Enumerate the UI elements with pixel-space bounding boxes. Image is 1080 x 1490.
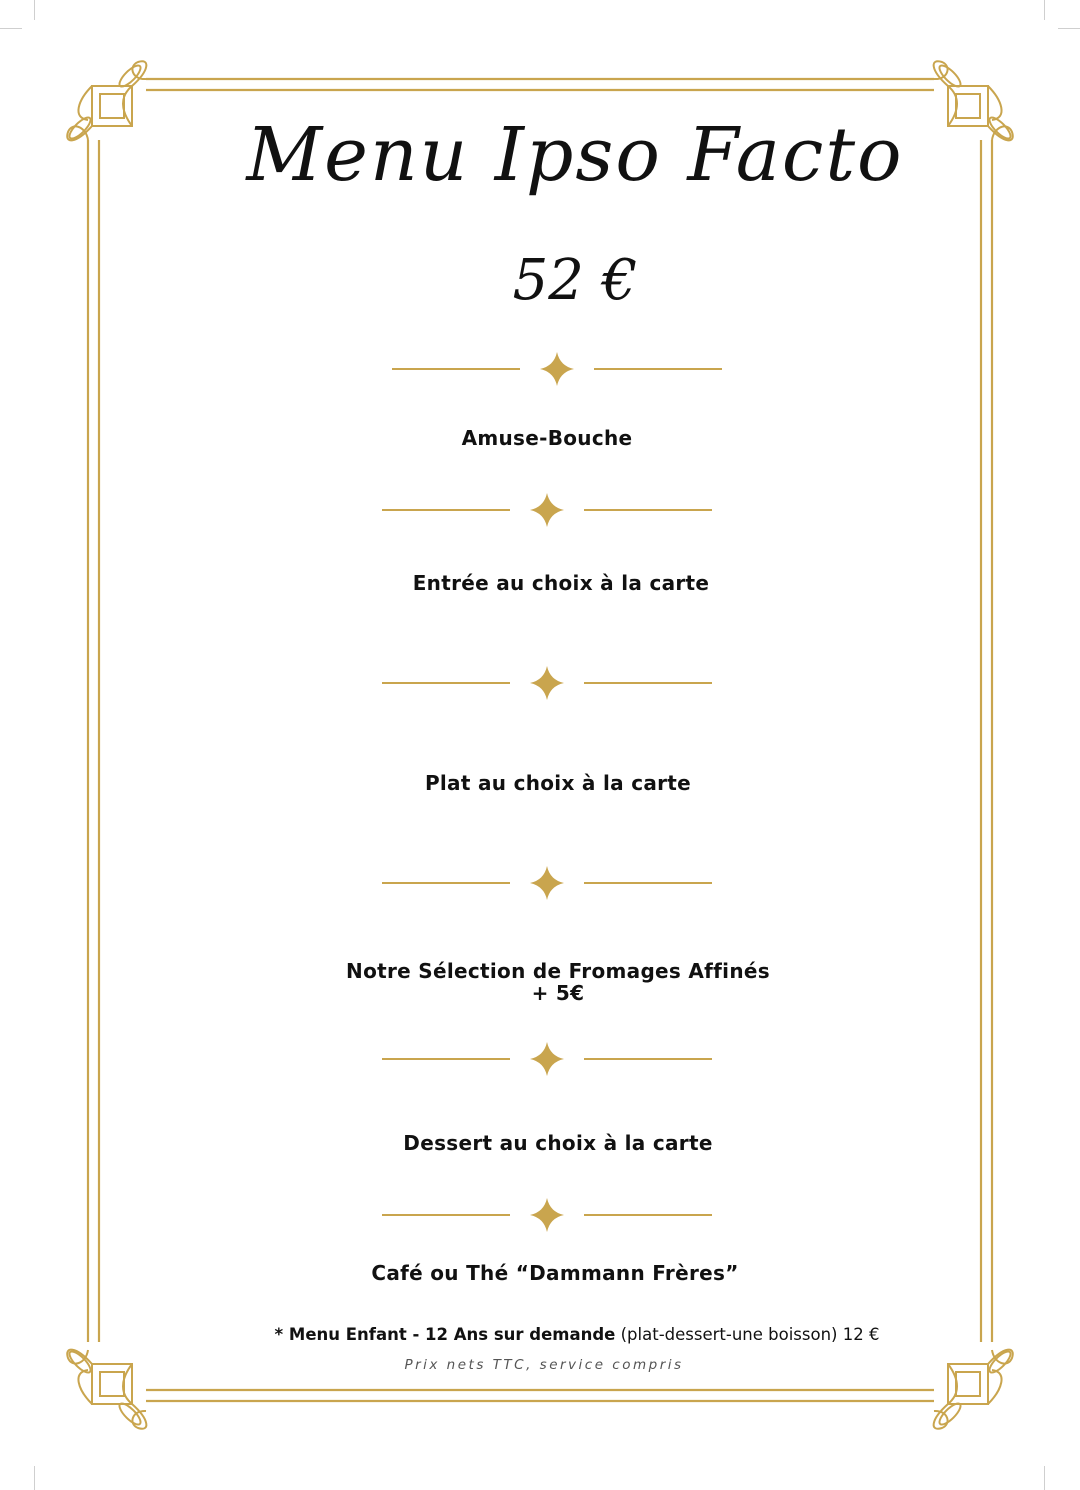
- price-footer-note: Prix nets TTC, service compris: [404, 1357, 684, 1373]
- sparkle-star-icon: [530, 493, 564, 527]
- course-fromages-label: Notre Sélection de Fromages Affinés: [346, 959, 770, 983]
- sparkle-star-icon: [530, 1198, 564, 1232]
- star-divider: [382, 1198, 712, 1232]
- course-fromages-supplement: + 5€: [531, 981, 585, 1005]
- star-divider: [392, 352, 722, 386]
- star-divider: [382, 1042, 712, 1076]
- sparkle-star-icon: [540, 352, 574, 386]
- sparkle-star-icon: [530, 666, 564, 700]
- course-fromages: [0, 959, 1080, 1003]
- kids-menu-note: [0, 1325, 1080, 1344]
- menu-price: 52 €: [512, 248, 638, 313]
- course-plat: Plat au choix à la carte: [424, 771, 692, 795]
- star-divider: [382, 666, 712, 700]
- course-dessert: Dessert au choix à la carte: [403, 1131, 713, 1155]
- course-amuse-bouche: Amuse-Bouche: [461, 426, 633, 450]
- course-cafe-the: Café ou Thé “Dammann Frères”: [371, 1261, 739, 1285]
- kids-menu-note-bold: * Menu Enfant - 12 Ans sur demande: [274, 1325, 616, 1344]
- sparkle-star-icon: [530, 1042, 564, 1076]
- star-divider: [382, 493, 712, 527]
- sparkle-star-icon: [530, 866, 564, 900]
- course-entree: Entrée au choix à la carte: [412, 571, 710, 595]
- menu-title: Menu Ipso Facto: [246, 112, 904, 198]
- star-divider: [382, 866, 712, 900]
- kids-menu-note-detail: (plat-dessert-une boisson) 12 €: [615, 1325, 880, 1344]
